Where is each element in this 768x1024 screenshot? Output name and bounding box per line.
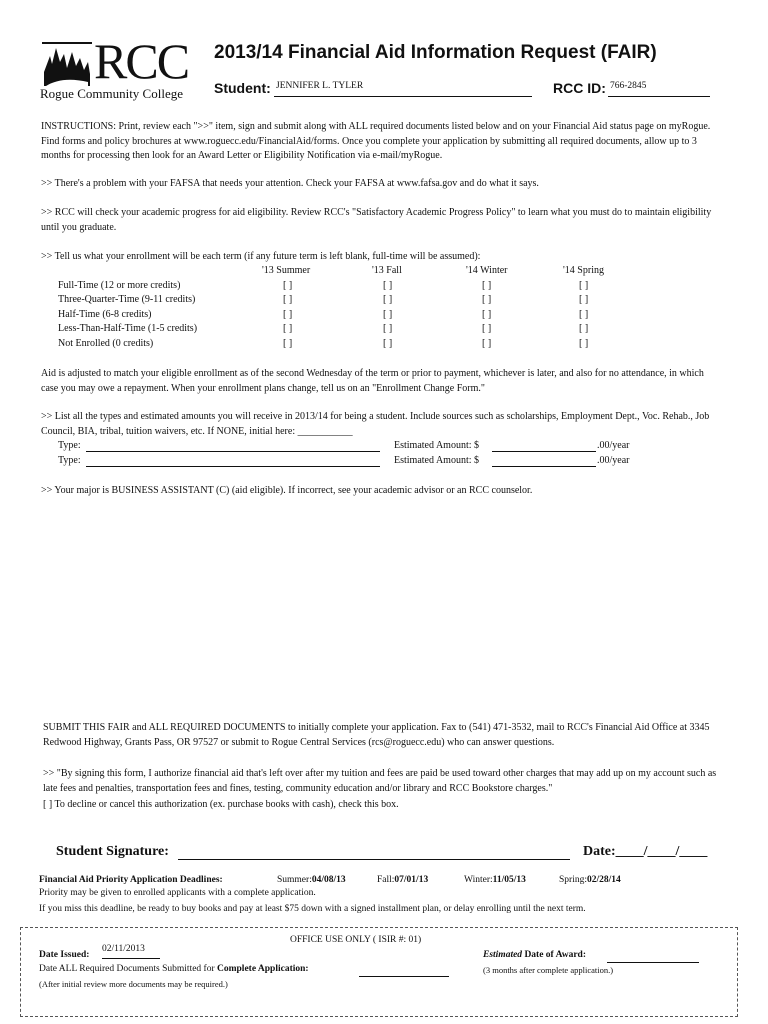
estimated-text: Estimated (483, 950, 523, 960)
enrollment-checkbox[interactable]: [ ] (383, 309, 393, 320)
student-name-value: JENNIFER L. TYLER (276, 81, 364, 91)
amount-field-1[interactable] (492, 440, 596, 452)
complete-application-field (359, 964, 449, 977)
authorization-statement: >> "By signing this form, I authorize financial aid that's left over after my tuition and fees are paid be used toward other charges that may add up on my account such as late fees and penalties, transportation fees and fines, testing, community education and/or library and RCC Bookstore charges." (43, 768, 717, 794)
enrollment-checkbox[interactable]: [ ] (482, 309, 492, 320)
enrollment-checkbox[interactable]: [ ] (383, 294, 393, 305)
fall-label: Fall: (377, 875, 395, 885)
enrollment-checkbox[interactable]: [ ] (283, 294, 293, 305)
amount-field-2[interactable] (492, 455, 596, 467)
enrollment-checkbox[interactable]: [ ] (283, 323, 293, 334)
enrollment-checkbox[interactable]: [ ] (482, 338, 492, 349)
logo-letters: RCC (94, 33, 189, 89)
rcc-id-label: RCC ID: (553, 80, 606, 96)
enrollment-checkbox[interactable]: [ ] (482, 294, 492, 305)
date-of-award-row (483, 950, 586, 960)
priority-note: Priority may be given to enrolled applicants with a complete application. (39, 888, 316, 898)
enrollment-row-label: Not Enrolled (0 credits) (58, 338, 154, 349)
type-field-1[interactable] (86, 440, 380, 452)
winter-label: Winter: (464, 875, 493, 885)
after-review-note: (After initial review more documents may be required.) (39, 979, 228, 989)
enrollment-checkbox[interactable]: [ ] (283, 309, 293, 320)
winter-deadline: 11/05/13 (492, 875, 526, 885)
type-label: Type: (58, 440, 81, 451)
amount-label: Estimated Amount: $ (394, 455, 479, 466)
enrollment-checkbox[interactable]: [ ] (579, 309, 589, 320)
enrollment-row-label: Full-Time (12 or more credits) (58, 280, 181, 291)
major-notice: >> Your major is BUSINESS ASSISTANT (C) (aid eligible). If incorrect, see your academic advisor or an RCC counselor. (41, 485, 533, 496)
enrollment-row-label: Three-Quarter-Time (9-11 credits) (58, 294, 196, 305)
amount-suffix: .00/year (597, 455, 630, 466)
instructions: INSTRUCTIONS: Print, review each ">>" item, sign and submit along with ALL required documents listed below and on your Financial Aid status page on myRogue. Find forms and policy brochures at www.roguecc.edu/FinancialAid/forms. Once you complete your application by submitting all required documents, allow up to 3 months for processing then look for an Award Letter or Eligibility Notification via e-mail/myRogue. (41, 121, 711, 161)
enrollment-row-label: Half-Time (6-8 credits) (58, 309, 152, 320)
signature-field[interactable] (178, 844, 570, 860)
term-header-14-spring: '14 Spring (563, 265, 604, 276)
rcc-id-value: 766-2845 (610, 81, 647, 91)
date-issued-label: Date Issued: (39, 950, 90, 960)
enrollment-checkbox[interactable]: [ ] (383, 280, 393, 291)
logo (40, 33, 200, 102)
summer-deadline: 04/08/13 (311, 875, 346, 885)
award-timing-note: (3 months after complete application.) (483, 965, 614, 975)
deadlines-label: Financial Aid Priority Application Deadlines: (39, 875, 223, 885)
enrollment-checkbox[interactable]: [ ] (482, 323, 492, 334)
enrollment-checkbox[interactable]: [ ] (283, 338, 293, 349)
resources-intro: >> List all the types and estimated amounts you will receive in 2013/14 for being a student. Include sources such as scholarships, Employment Dept., Voc. Rehab., Job Council, BIA, tribal, tuition waivers, etc. If NONE, initial here: ___________ (41, 411, 710, 437)
decline-checkbox-line[interactable]: [ ] To decline or cancel this authorization (ex. purchase books with cash), check this box. (43, 799, 399, 810)
type-label: Type: (58, 455, 81, 466)
term-header-13-summer: '13 Summer (262, 265, 311, 276)
enrollment-intro: >> Tell us what your enrollment will be each term (if any future term is left blank, full-time will be assumed): (41, 251, 481, 262)
submit-instructions: SUBMIT THIS FAIR and ALL REQUIRED DOCUMENTS to initially complete your application. Fax to (541) 471-3532, mail to RCC's Financial Aid Office at 3345 Redwood Highway, Grants Pass, OR 97527 or submit to Rogue Central Services (rcs@roguecc.edu) who can answer questions. (43, 722, 710, 748)
office-use-title: OFFICE USE ONLY ( ISIR #: 01) (290, 935, 422, 945)
type-field-2[interactable] (86, 455, 380, 467)
enrollment-checkbox[interactable]: [ ] (383, 323, 393, 334)
date-of-award-label: Date of Award: (524, 950, 586, 960)
submitted-label (39, 964, 309, 974)
enrollment-checkbox[interactable]: [ ] (579, 294, 589, 305)
term-header-14-winter: '14 Winter (466, 265, 508, 276)
enrollment-checkbox[interactable]: [ ] (579, 323, 589, 334)
amount-label: Estimated Amount: $ (394, 440, 479, 451)
page-title: 2013/14 Financial Aid Information Request (FAIR) (214, 42, 657, 63)
rcc-id-field[interactable] (608, 80, 710, 97)
logo-college-name: Rogue Community College (40, 86, 183, 101)
enrollment-checkbox[interactable]: [ ] (579, 280, 589, 291)
summer-label: Summer: (277, 875, 312, 885)
spring-label: Spring: (559, 875, 587, 885)
enrollment-checkbox[interactable]: [ ] (383, 338, 393, 349)
missed-deadline-note: If you miss this deadline, be ready to buy books and pay at least $75 down with a signed installment plan, or delay enrolling until the next term. (39, 904, 586, 914)
complete-application-label: Complete Application: (217, 964, 309, 974)
amount-suffix: .00/year (597, 440, 630, 451)
date-field[interactable]: Date:____/____/____ (583, 844, 708, 859)
enrollment-checkbox[interactable]: [ ] (579, 338, 589, 349)
fall-deadline: 07/01/13 (394, 875, 429, 885)
date-of-award-field (607, 950, 699, 963)
student-label: Student: (214, 80, 271, 96)
adjustment-notice: Aid is adjusted to match your eligible enrollment as of the second Wednesday of the term or prior to payment, whichever is later, and also for no attendance, in which case you may owe a repayment. When your enrollment plans change, tell us on an "Enrollment Change Form." (41, 368, 704, 394)
signature-label: Student Signature: (56, 844, 169, 859)
tree-logo-icon (42, 42, 92, 88)
deadlines-row (39, 875, 719, 885)
sap-notice: >> RCC will check your academic progress for aid eligibility. Review RCC's "Satisfactory Academic Progress Policy" to learn what you must do to maintain eligibility until you graduate. (41, 207, 712, 233)
submitted-text: Date ALL Required Documents Submitted for (39, 964, 215, 974)
date-issued-field (102, 944, 160, 959)
date-issued-value: 02/11/2013 (102, 944, 145, 954)
term-header-13-fall: '13 Fall (372, 265, 402, 276)
student-name-field[interactable] (274, 80, 532, 97)
enrollment-row-label: Less-Than-Half-Time (1-5 credits) (58, 323, 198, 334)
fafsa-notice: >> There's a problem with your FAFSA that needs your attention. Check your FAFSA at www.fafsa.gov and do what it says. (41, 178, 539, 189)
spring-deadline: 02/28/14 (586, 875, 621, 885)
enrollment-checkbox[interactable]: [ ] (283, 280, 293, 291)
enrollment-checkbox[interactable]: [ ] (482, 280, 492, 291)
